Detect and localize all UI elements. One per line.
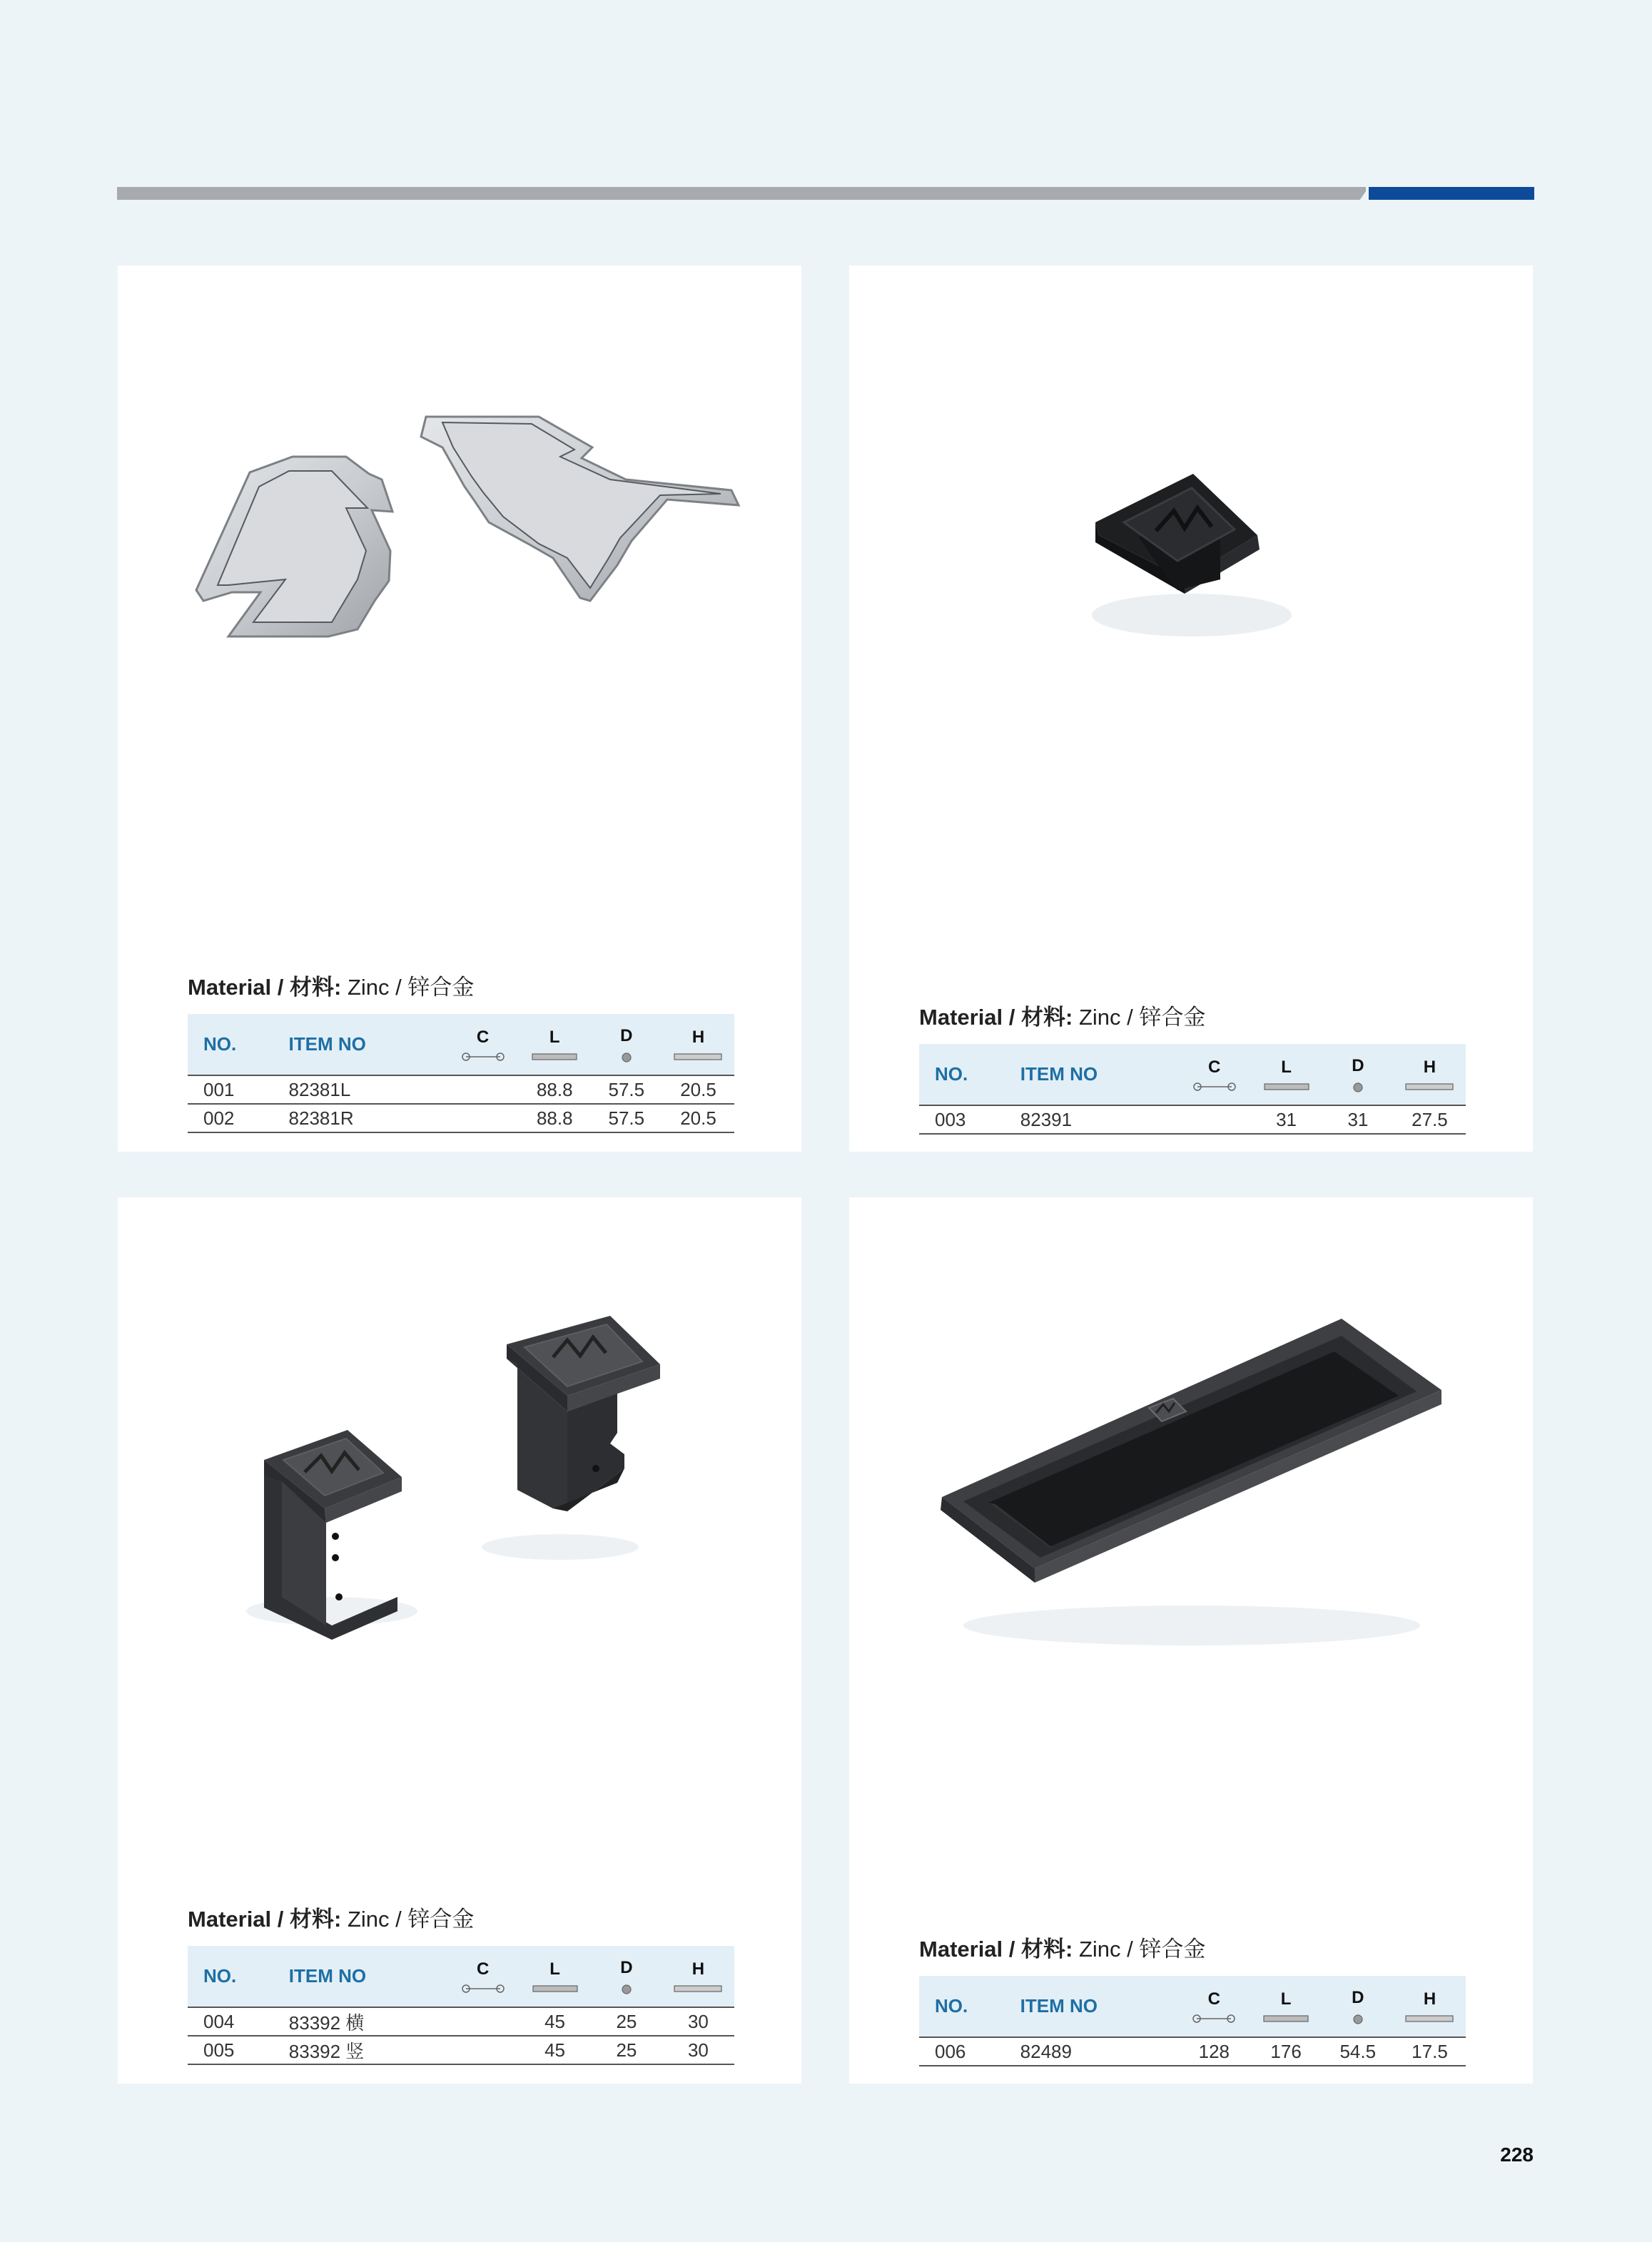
spec-table (188, 1946, 734, 2065)
header-d: D (1322, 1976, 1394, 2037)
cell-item-no: 82381L (288, 1078, 351, 1100)
cell-c (1178, 1105, 1250, 1134)
cell-h: 27.5 (1412, 1108, 1448, 1130)
cell-d: 25 (616, 2039, 637, 2061)
cell-d: 25 (616, 2010, 637, 2032)
product-photo-dark-bracket-knobs (118, 1197, 801, 1840)
material-separator: : (334, 1907, 342, 1932)
cell-h: 30 (687, 2039, 709, 2061)
header-bar-grey (117, 187, 1259, 200)
height-icon (673, 1052, 723, 1062)
cell-c (447, 1104, 519, 1132)
header-d: D (1322, 1044, 1394, 1105)
cell-item-no: 82489 (1020, 2040, 1072, 2062)
cell-l: 88.8 (536, 1078, 573, 1100)
header-d: D (591, 1946, 662, 2007)
material-separator: : (334, 975, 342, 1000)
spec-block-4 (919, 1931, 1466, 2066)
table-header-row (188, 1946, 734, 2007)
depth-icon (618, 1050, 635, 1063)
header-l: L (519, 1946, 591, 2007)
material-separator: : (1065, 1937, 1073, 1962)
spec-block-2 (919, 999, 1466, 1135)
material-label: Material / 材料 (919, 1005, 1065, 1030)
header-item-no: ITEM NO (288, 1965, 367, 1987)
cell-no: 001 (203, 1078, 235, 1100)
material-label: Material / 材料 (919, 1937, 1065, 1962)
product-photo-black-square-knob (849, 265, 1533, 908)
material-line (919, 999, 1466, 1031)
cell-c (447, 1075, 519, 1104)
height-icon (1404, 2014, 1454, 2024)
header-no: NO. (935, 1995, 968, 2017)
cell-d: 54.5 (1339, 2040, 1377, 2062)
knob (1095, 474, 1260, 594)
spec-block-1 (188, 969, 734, 1133)
header-l: L (1250, 1044, 1322, 1105)
cell-l: 176 (1270, 2040, 1302, 2062)
header-h: H (1394, 1044, 1466, 1105)
cell-h: 20.5 (680, 1078, 716, 1100)
cell-c (447, 2007, 519, 2036)
table-header-row (188, 1014, 734, 1075)
material-line (919, 1931, 1466, 1963)
cell-l: 88.8 (536, 1107, 573, 1129)
header-bar-grey-end (1252, 187, 1366, 200)
table-header-row (919, 1976, 1466, 2037)
height-icon (673, 1984, 723, 1994)
product-card-1 (118, 265, 801, 1152)
handle-right (421, 417, 739, 601)
length-icon (1263, 1082, 1310, 1092)
centre-distance-icon (1193, 1082, 1236, 1092)
depth-icon (1349, 1080, 1367, 1093)
product-photo-silver-arrow-handles (118, 265, 801, 908)
cell-no: 006 (935, 2040, 966, 2062)
cell-no: 004 (203, 2010, 235, 2032)
material-label: Material / 材料 (188, 1907, 334, 1932)
cell-no: 002 (203, 1107, 235, 1129)
header-h: H (662, 1946, 734, 2007)
header-no: NO. (203, 1965, 237, 1987)
table-row (919, 1105, 1466, 1134)
product-card-2 (849, 265, 1533, 1152)
cell-item-no: 82391 (1020, 1108, 1073, 1130)
header-c: C (1178, 1976, 1250, 2037)
centre-distance-icon (462, 1052, 505, 1062)
header-c: C (447, 1014, 519, 1075)
cell-no: 003 (935, 1108, 966, 1130)
header-item-no: ITEM NO (1020, 1995, 1098, 2017)
spec-table (919, 1976, 1466, 2066)
cell-l: 31 (1276, 1108, 1297, 1130)
cell-d: 57.5 (608, 1078, 645, 1100)
material-value: Zinc / 锌合金 (341, 975, 475, 1000)
table-row (188, 1104, 734, 1132)
header-h: H (1394, 1976, 1466, 2037)
header-item-no: ITEM NO (288, 1033, 366, 1055)
cell-d: 31 (1347, 1108, 1369, 1130)
cell-c (447, 2036, 519, 2064)
cell-l: 45 (544, 2039, 565, 2061)
handle-left (196, 457, 392, 636)
length-icon (1262, 2014, 1309, 2024)
length-icon (531, 1052, 578, 1062)
cell-h: 30 (687, 2010, 709, 2032)
flush-pull (941, 1319, 1441, 1583)
header-d: D (591, 1014, 662, 1075)
centre-distance-icon (1192, 2014, 1235, 2024)
spec-table (919, 1044, 1466, 1135)
cell-l: 45 (544, 2010, 565, 2032)
material-value: Zinc / 锌合金 (341, 1907, 475, 1932)
header-no: NO. (935, 1063, 968, 1085)
knob-right (507, 1316, 660, 1511)
length-icon (532, 1984, 579, 1994)
material-line (188, 1901, 734, 1933)
height-icon (1404, 1082, 1454, 1092)
depth-icon (1349, 2012, 1367, 2025)
cell-item-no: 83392 竖 (288, 2040, 365, 2062)
cell-c: 128 (1198, 2040, 1230, 2062)
product-card-3 (118, 1197, 801, 2084)
header-l: L (1250, 1976, 1322, 2037)
cell-h: 20.5 (680, 1107, 716, 1129)
header-bar (117, 187, 1534, 200)
table-row (188, 2036, 734, 2064)
table-header-row (919, 1044, 1466, 1105)
header-item-no: ITEM NO (1020, 1063, 1098, 1085)
cell-d: 57.5 (608, 1107, 645, 1129)
header-l: L (519, 1014, 591, 1075)
cell-item-no: 83392 横 (288, 2012, 365, 2034)
product-card-4 (849, 1197, 1533, 2084)
product-photo-recessed-flush-pull (849, 1197, 1533, 1840)
depth-icon (618, 1982, 635, 1995)
material-value: Zinc / 锌合金 (1073, 1005, 1206, 1030)
material-line (188, 969, 734, 1001)
material-separator: : (1065, 1005, 1073, 1030)
table-row (919, 2037, 1466, 2066)
spec-block-3 (188, 1901, 734, 2065)
header-c: C (1178, 1044, 1250, 1105)
header-c: C (447, 1946, 519, 2007)
header-no: NO. (203, 1033, 237, 1055)
header-bar-blue (1369, 187, 1534, 200)
spec-table (188, 1014, 734, 1133)
centre-distance-icon (462, 1984, 505, 1994)
table-row (188, 1075, 734, 1104)
page-number: 228 (1500, 2144, 1534, 2166)
table-row (188, 2007, 734, 2036)
material-label: Material / 材料 (188, 975, 334, 1000)
header-h: H (662, 1014, 734, 1075)
cell-h: 17.5 (1412, 2040, 1448, 2062)
cell-item-no: 82381R (288, 1107, 354, 1129)
material-value: Zinc / 锌合金 (1073, 1937, 1206, 1962)
cell-no: 005 (203, 2039, 235, 2061)
